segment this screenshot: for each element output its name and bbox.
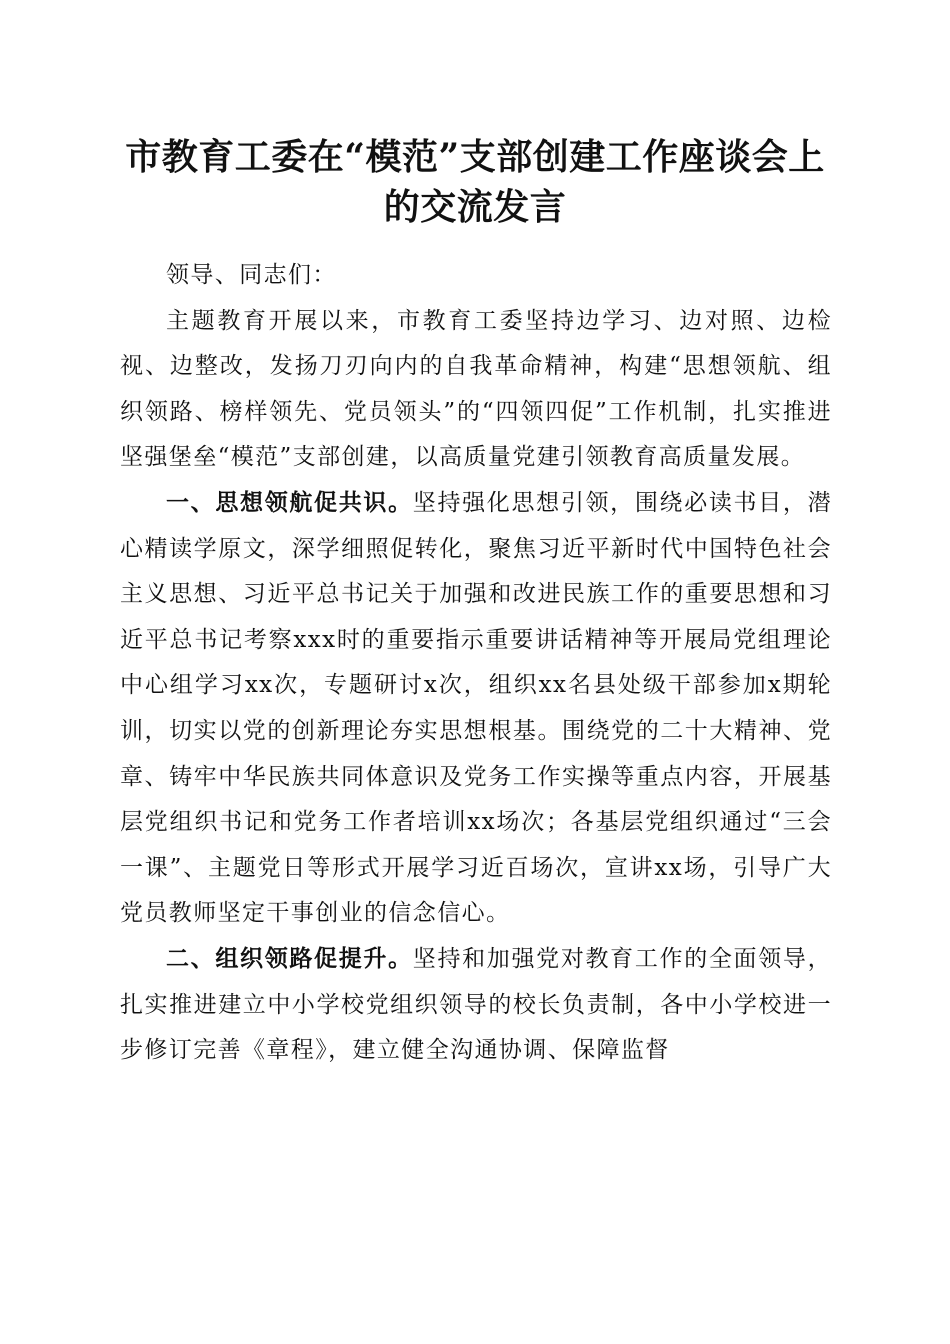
section-1-text: 坚持强化思想引领，围绕必读书目，潜心精读学原文，深学细照促转化，聚焦习近平新时代中国特色社会主义思想、习近平总书记关于加强和改进民族工作的重要思想和习近平总书记考察xxx时的重要指示重要讲话精神等开展局党组理论中心组学习xx次，专题研讨x次，组织xx名县处级干部参加x期轮训，切实以党的创新理论夯实思想根基。围绕党的二十大精神、党章、铸牢中华民族共同体意识及党务工作实操等重点内容，开展基层党组织书记和党务工作者培训xx场次；各基层党组织通过“三会一课”、主题党日等形式开展学习近百场次，宣讲xx场，引导广大党员教师坚定干事创业的信念信心。 — [120, 489, 832, 927]
document-body — [120, 253, 832, 1074]
salutation: 领导、同志们： — [166, 262, 337, 288]
intro-paragraph: 主题教育开展以来，市教育工委坚持边学习、边对照、边检视、边整改，发扬刀刃向内的自我革命精神，构建“思想领航、组织领路、榜样领先、党员领头”的“四领四促”工作机制，扎实推进坚强堡垒“模范”支部创建，以高质量党建引领教育高质量发展。 — [120, 307, 832, 471]
section-1-paragraph — [120, 481, 832, 937]
section-2-paragraph — [120, 937, 832, 1074]
title-line-1: 市教育工委在“模范”支部创建工作座谈会上 — [125, 136, 825, 178]
section-2-text: 坚持和加强党对教育工作的全面领导，扎实推进建立中小学校党组织领导的校长负责制，各中小学校进一步修订完善《章程》，建立健全沟通协调、保障监督 — [120, 945, 832, 1064]
section-1-heading: 一、思想领航促共识。 — [166, 489, 413, 516]
section-2-heading: 二、组织领路促提升。 — [166, 945, 413, 972]
title-line-2: 的交流发言 — [383, 186, 567, 228]
document-title — [100, 132, 850, 232]
